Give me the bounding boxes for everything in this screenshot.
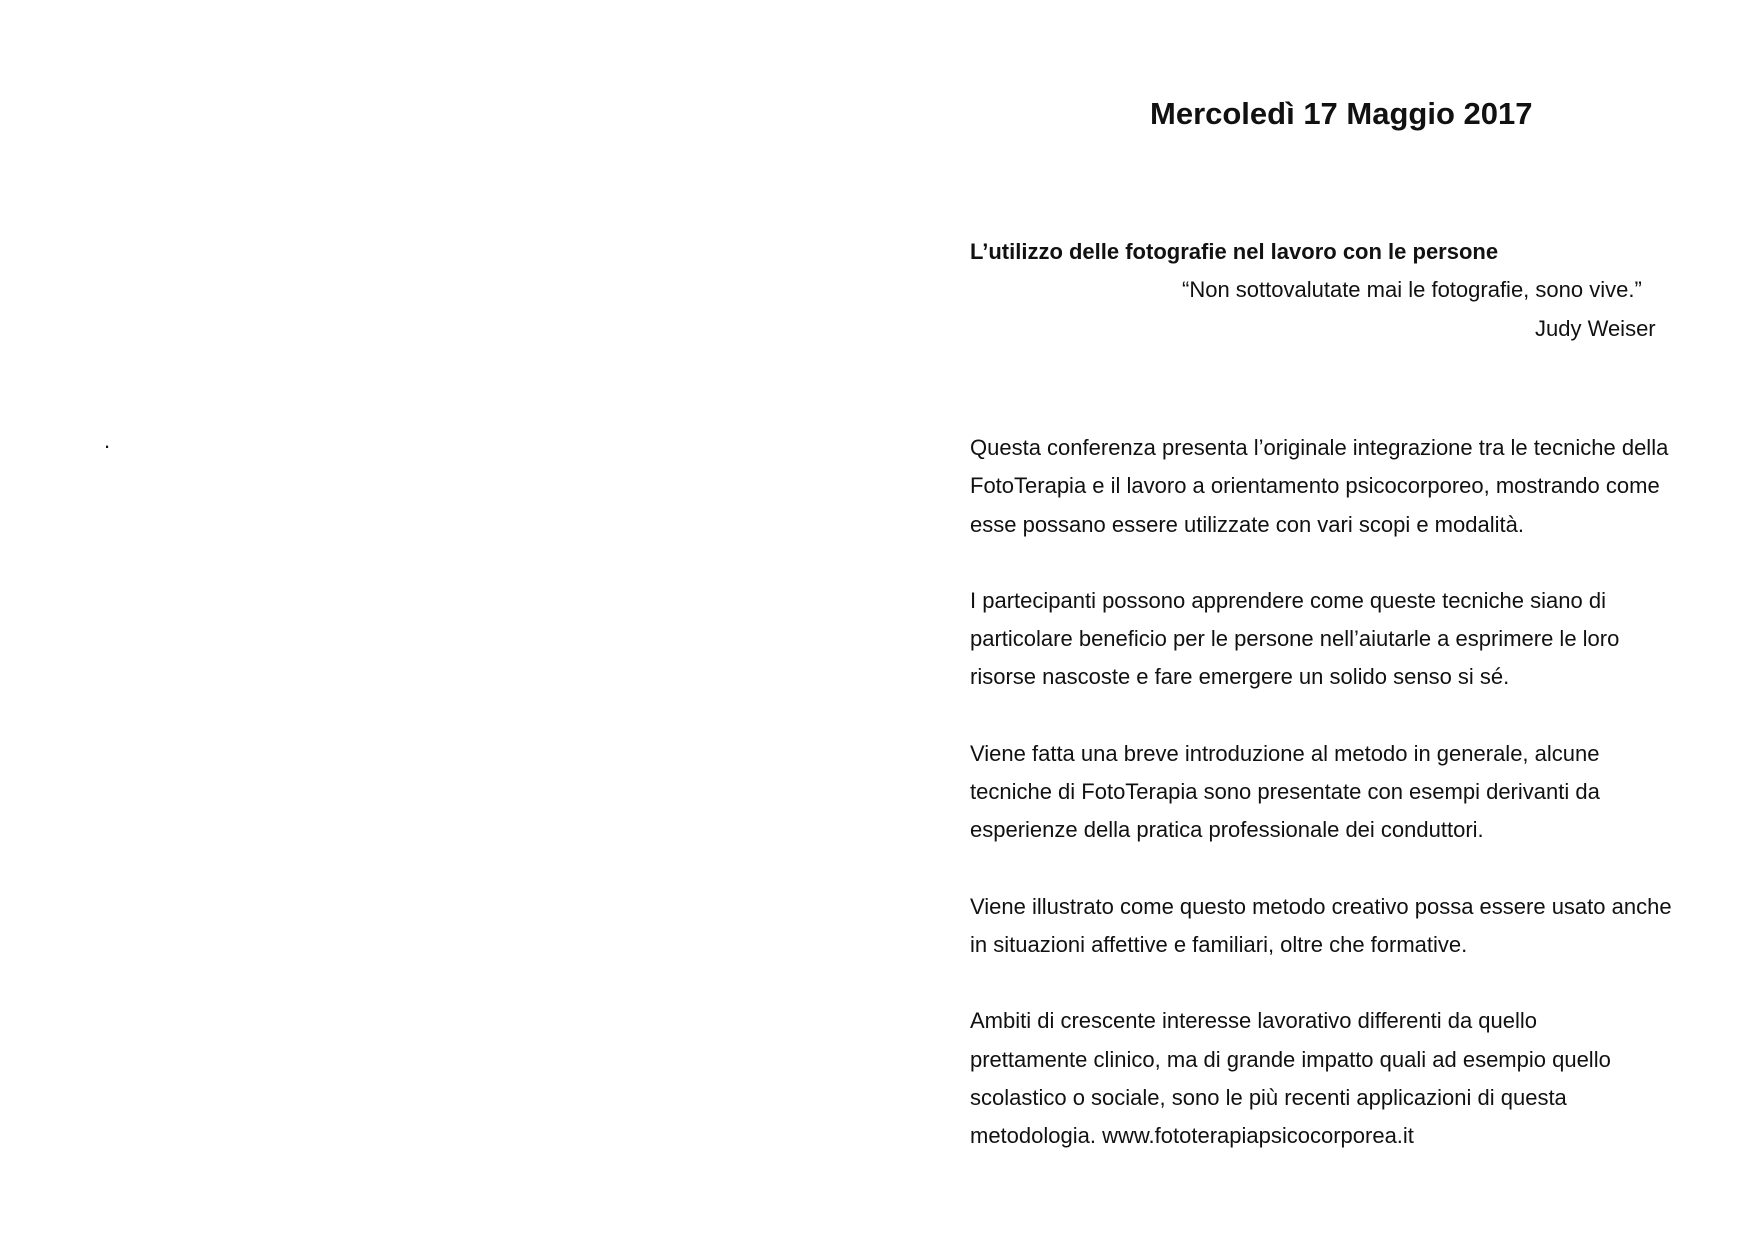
quote-author: Judy Weiser — [1535, 316, 1656, 341]
paragraph: Viene illustrato come questo metodo creativo possa essere usato anche in situazioni affettive e familiari, oltre che formative. — [970, 893, 1672, 957]
paragraph: Ambiti di crescente interesse lavorativo differenti da quello prettamente clinico, ma di grande impatto quali ad esempio quello scolastico o sociale, sono le più recenti applicazioni di questa metodologia. www.fototerapiapsicocorporea.it — [970, 1008, 1611, 1149]
quote-text: “Non sottovalutate mai le fotografie, sono vive.” — [1182, 277, 1642, 302]
body-text — [970, 429, 1710, 1193]
paragraph: Questa conferenza presenta l’originale integrazione tra le tecniche della FotoTerapia e il lavoro a orientamento psicocorporeo, mostrando come esse possano essere utilizzate con vari scopi e modalità. — [970, 435, 1669, 537]
stray-dot: . — [104, 428, 111, 453]
paragraph: I partecipanti possono apprendere come queste tecniche siano di particolare beneficio per le persone nell’aiutarle a esprimere le loro risorse nascoste e fare emergere un solido senso si sé. — [970, 587, 1620, 690]
paragraph: Viene fatta una breve introduzione al metodo in generale, alcune tecniche di FotoTerapia sono presentate con esempi derivanti da esperienze della pratica professionale dei conduttori. — [970, 740, 1600, 843]
event-date: Mercoledì 17 Maggio 2017 — [1150, 96, 1533, 131]
document-heading: L’utilizzo delle fotografie nel lavoro con le persone — [970, 239, 1499, 264]
